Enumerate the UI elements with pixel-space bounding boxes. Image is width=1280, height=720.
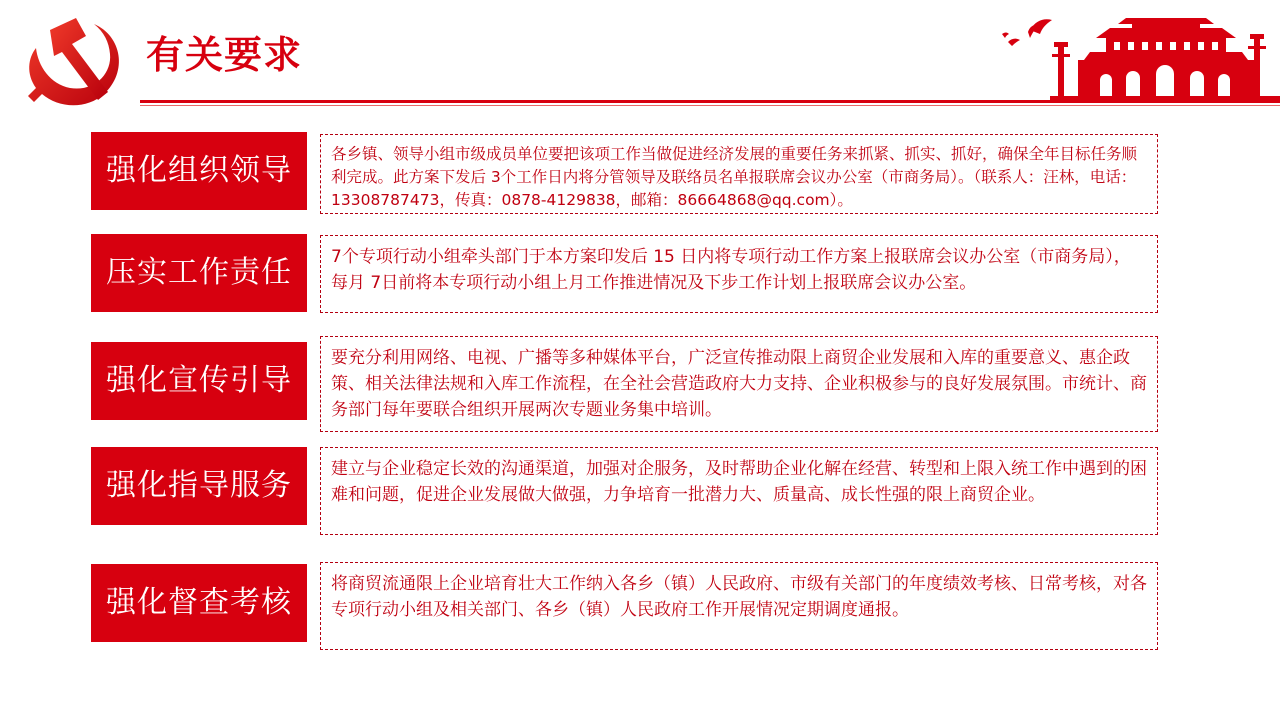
doves-icon [1000,16,1056,50]
section-label: 强化宣传引导 [91,342,307,420]
section-text-box: 各乡镇、领导小组市级成员单位要把该项工作当做促进经济发展的重要任务来抓紧、抓实、抓好，确保全年目标任务顺利完成。此方案下发后 3个工作日内将分管领导及联络员名单报联席会议办公室（市商务局）。（联系人：汪林，电话：13308787473，传真：0878-4129838，邮箱：86664868@qq.com）。 [320,134,1158,214]
section-text-box: 要充分利用网络、电视、广播等多种媒体平台，广泛宣传推动限上商贸企业发展和入库的重要意义、惠企政策、相关法律法规和入库工作流程，在全社会营造政府大力支持、企业积极参与的良好发展氛围。市统计、商务部门每年要联合组织开展两次专题业务集中培训。 [320,336,1158,432]
tiananmen-gate-icon [1050,6,1280,102]
section-label: 强化督查考核 [91,564,307,642]
section-label: 强化指导服务 [91,447,307,525]
page-title: 有关要求 [146,33,303,77]
title-underline-thin [140,105,1280,106]
section-text-box: 将商贸流通限上企业培育壮大工作纳入各乡（镇）人民政府、市级有关部门的年度绩效考核、日常考核，对各专项行动小组及相关部门、各乡（镇）人民政府工作开展情况定期调度通报。 [320,562,1158,650]
section-text-box: 7个专项行动小组牵头部门于本方案印发后 15 日内将专项行动工作方案上报联席会议办公室（市商务局），每月 7日前将本专项行动小组上月工作推进情况及下步工作计划上报联席会议办公室。 [320,235,1158,313]
section-label: 强化组织领导 [91,132,307,210]
hammer-sickle-icon [24,14,132,114]
section-label: 压实工作责任 [91,234,307,312]
section-text-box: 建立与企业稳定长效的沟通渠道，加强对企服务，及时帮助企业化解在经营、转型和上限入统工作中遇到的困难和问题，促进企业发展做大做强，力争培育一批潜力大、质量高、成长性强的限上商贸企业。 [320,447,1158,535]
